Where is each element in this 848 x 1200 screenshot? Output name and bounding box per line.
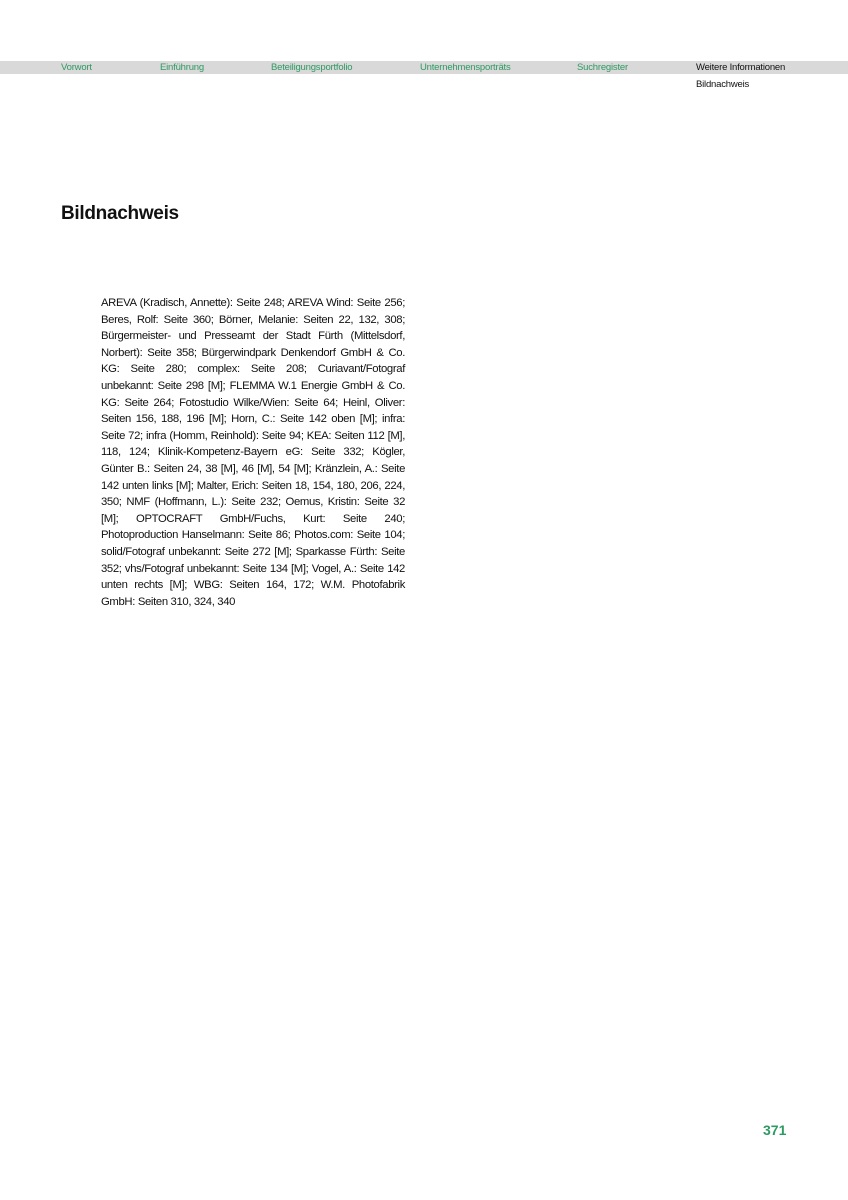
nav-item-vorwort[interactable]: Vorwort: [61, 62, 92, 73]
nav-item-beteiligungsportfolio[interactable]: Beteiligungsportfolio: [271, 62, 353, 73]
page-number: 371: [763, 1122, 787, 1138]
nav-item-weitere-informationen[interactable]: Weitere Informationen: [696, 62, 786, 73]
page-title: Bildnachweis: [61, 203, 179, 224]
image-credits-text: AREVA (Kradisch, Annette): Seite 248; AREVA Wind: Seite 256; Beres, Rolf: Seite 360; Börner, Melanie: Seiten 22, 132, 308; Bürgermeister- und Presseamt der Stadt Fürth (Mittelsdorf, Norbert): Seite 358; Bürgerwindpark Denkendorf GmbH & Co. KG: Seite 280; complex: Seite 208; Curiavant/Fotograf unbekannt: Seite 298 [M]; FLEMMA W.1 Energie GmbH & Co. KG: Seite 264; Fotostudio Wilke/Wien: Seite 64; Heinl, Oliver: Seiten 156, 188, 196 [M]; Horn, C.: Seite 142 oben [M]; infra: Seite 72; infra (Homm, Reinhold): Seite 94; KEA: Seiten 112 [M], 118, 124; Klinik-Kompetenz-Bayern eG: Seite 332; Kögler, Günter B.: Seiten 24, 38 [M], 46 [M], 54 [M]; Kränzlein, A.: Seite 142 unten links [M]; Malter, Erich: Seiten 18, 154, 180, 206, 224, 350; NMF (Hoffmann, L.): Seite 232; Oemus, Kristin: Seite 32 [M]; OPTOCRAFT GmbH/Fuchs, Kurt: Seite 240; Photoproduction Hanselmann: Seite 86; Photos.com: Seite 104; solid/Fotograf unbekannt: Seite 272 [M]; Sparkasse Fürth: Seite 352; vhs/Fotograf unbekannt: Seite 134 [M]; Vogel, A.: Seite 142 unten rechts [M]; WBG: Seiten 164, 172; W.M. Photofabrik GmbH: Seiten 310, 324, 340: [101, 297, 405, 608]
nav-item-einfuehrung[interactable]: Einführung: [160, 62, 204, 73]
subnav-item-bildnachweis: Bildnachweis: [696, 79, 750, 90]
nav-item-unternehmensportraets[interactable]: Unternehmensporträts: [420, 62, 511, 73]
nav-item-suchregister[interactable]: Suchregister: [577, 62, 628, 73]
